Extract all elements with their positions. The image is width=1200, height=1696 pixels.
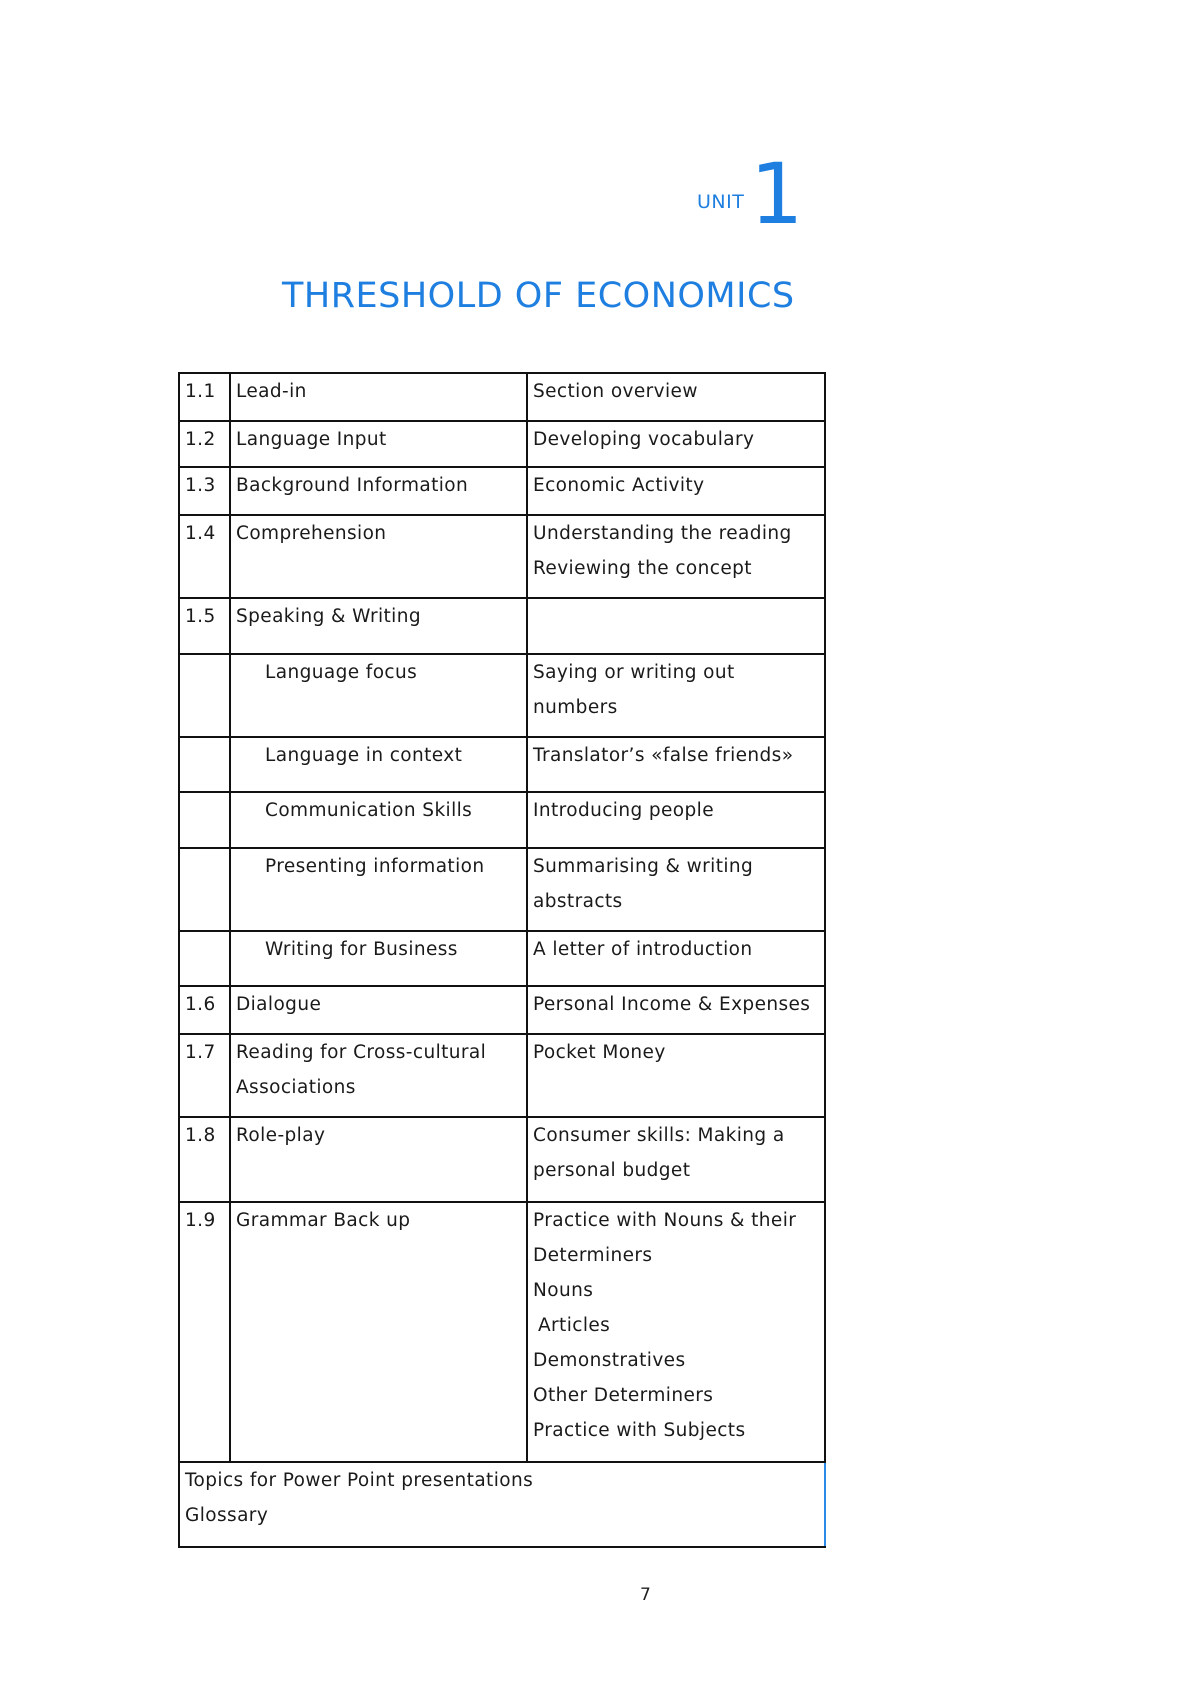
table-footer-row [179,1462,825,1547]
description-line: Determiners [533,1245,653,1266]
description-line: Economic Activity [533,475,705,496]
section-topic: Role-play [230,1117,527,1202]
section-number: 1.9 [179,1202,230,1462]
description-line: Understanding the reading [533,523,792,544]
description-line: Other Determiners [533,1385,714,1406]
description-line: Section overview [533,381,698,402]
table-row [179,792,825,848]
section-topic: Language Input [230,421,527,467]
page-title: THRESHOLD OF ECONOMICS [282,276,795,316]
description-line: numbers [533,697,618,718]
footer-line: Topics for Power Point presentations [185,1470,534,1491]
section-topic: Lead-in [230,373,527,421]
table-row [179,598,825,654]
unit-number: 1 [750,145,804,243]
section-number: 1.1 [179,373,230,421]
section-topic: Comprehension [230,515,527,598]
table-footer [179,1462,825,1547]
footer-line: Glossary [185,1505,269,1526]
description-line: Consumer skills: Making a [533,1125,785,1146]
section-topic: Background Information [230,467,527,515]
section-topic: Speaking & Writing [230,598,527,654]
table-row [179,848,825,931]
section-description [527,598,825,654]
contents-table [178,372,826,1548]
description-line: Nouns [533,1280,594,1301]
section-description [527,421,825,467]
table-row [179,421,825,467]
page-number: 7 [640,1585,651,1605]
section-description [527,737,825,792]
section-description [527,848,825,931]
section-number [179,848,230,931]
table-row [179,1117,825,1202]
subsection-topic: Communication Skills [230,792,527,848]
description-line: Practice with Nouns & their [533,1210,797,1231]
section-description [527,467,825,515]
subsection-topic: Language focus [230,654,527,737]
section-topic: Dialogue [230,986,527,1034]
subsection-topic: Presenting information [230,848,527,931]
table-row [179,986,825,1034]
section-number: 1.3 [179,467,230,515]
section-description [527,1034,825,1117]
section-topic [230,1034,527,1117]
table-row [179,1034,825,1117]
section-number: 1.8 [179,1117,230,1202]
table-row [179,515,825,598]
section-number [179,931,230,986]
description-line: Saying or writing out [533,662,735,683]
section-number [179,792,230,848]
section-description [527,515,825,598]
description-line: Articles [538,1315,611,1336]
description-line: Introducing people [533,800,714,821]
description-line: Personal Income & Expenses [533,994,811,1015]
section-number: 1.5 [179,598,230,654]
section-description [527,1202,825,1462]
description-line: A letter of introduction [533,939,753,960]
table-row [179,931,825,986]
subsection-topic: Writing for Business [230,931,527,986]
table-row [179,737,825,792]
description-line: Demonstratives [533,1350,686,1371]
description-line: Pocket Money [533,1042,666,1063]
section-number: 1.2 [179,421,230,467]
unit-label: UNIT [697,191,745,213]
section-number: 1.6 [179,986,230,1034]
description-line: Practice with Subjects [533,1420,746,1441]
section-description [527,986,825,1034]
section-number [179,737,230,792]
topic-line: Associations [236,1077,356,1098]
section-number [179,654,230,737]
table-row [179,654,825,737]
description-line: abstracts [533,891,623,912]
description-line: Summarising & writing [533,856,754,877]
topic-line: Reading for Cross-cultural [236,1042,487,1063]
section-description [527,654,825,737]
section-number: 1.7 [179,1034,230,1117]
description-line: personal budget [533,1160,691,1181]
description-line: Translator’s «false friends» [533,745,794,766]
table-row [179,1202,825,1462]
section-description [527,792,825,848]
section-number: 1.4 [179,515,230,598]
section-description [527,373,825,421]
section-description [527,931,825,986]
subsection-topic: Language in context [230,737,527,792]
description-line: Developing vocabulary [533,429,755,450]
table-row [179,467,825,515]
description-line: Reviewing the concept [533,558,752,579]
table-row [179,373,825,421]
section-description [527,1117,825,1202]
section-topic: Grammar Back up [230,1202,527,1462]
